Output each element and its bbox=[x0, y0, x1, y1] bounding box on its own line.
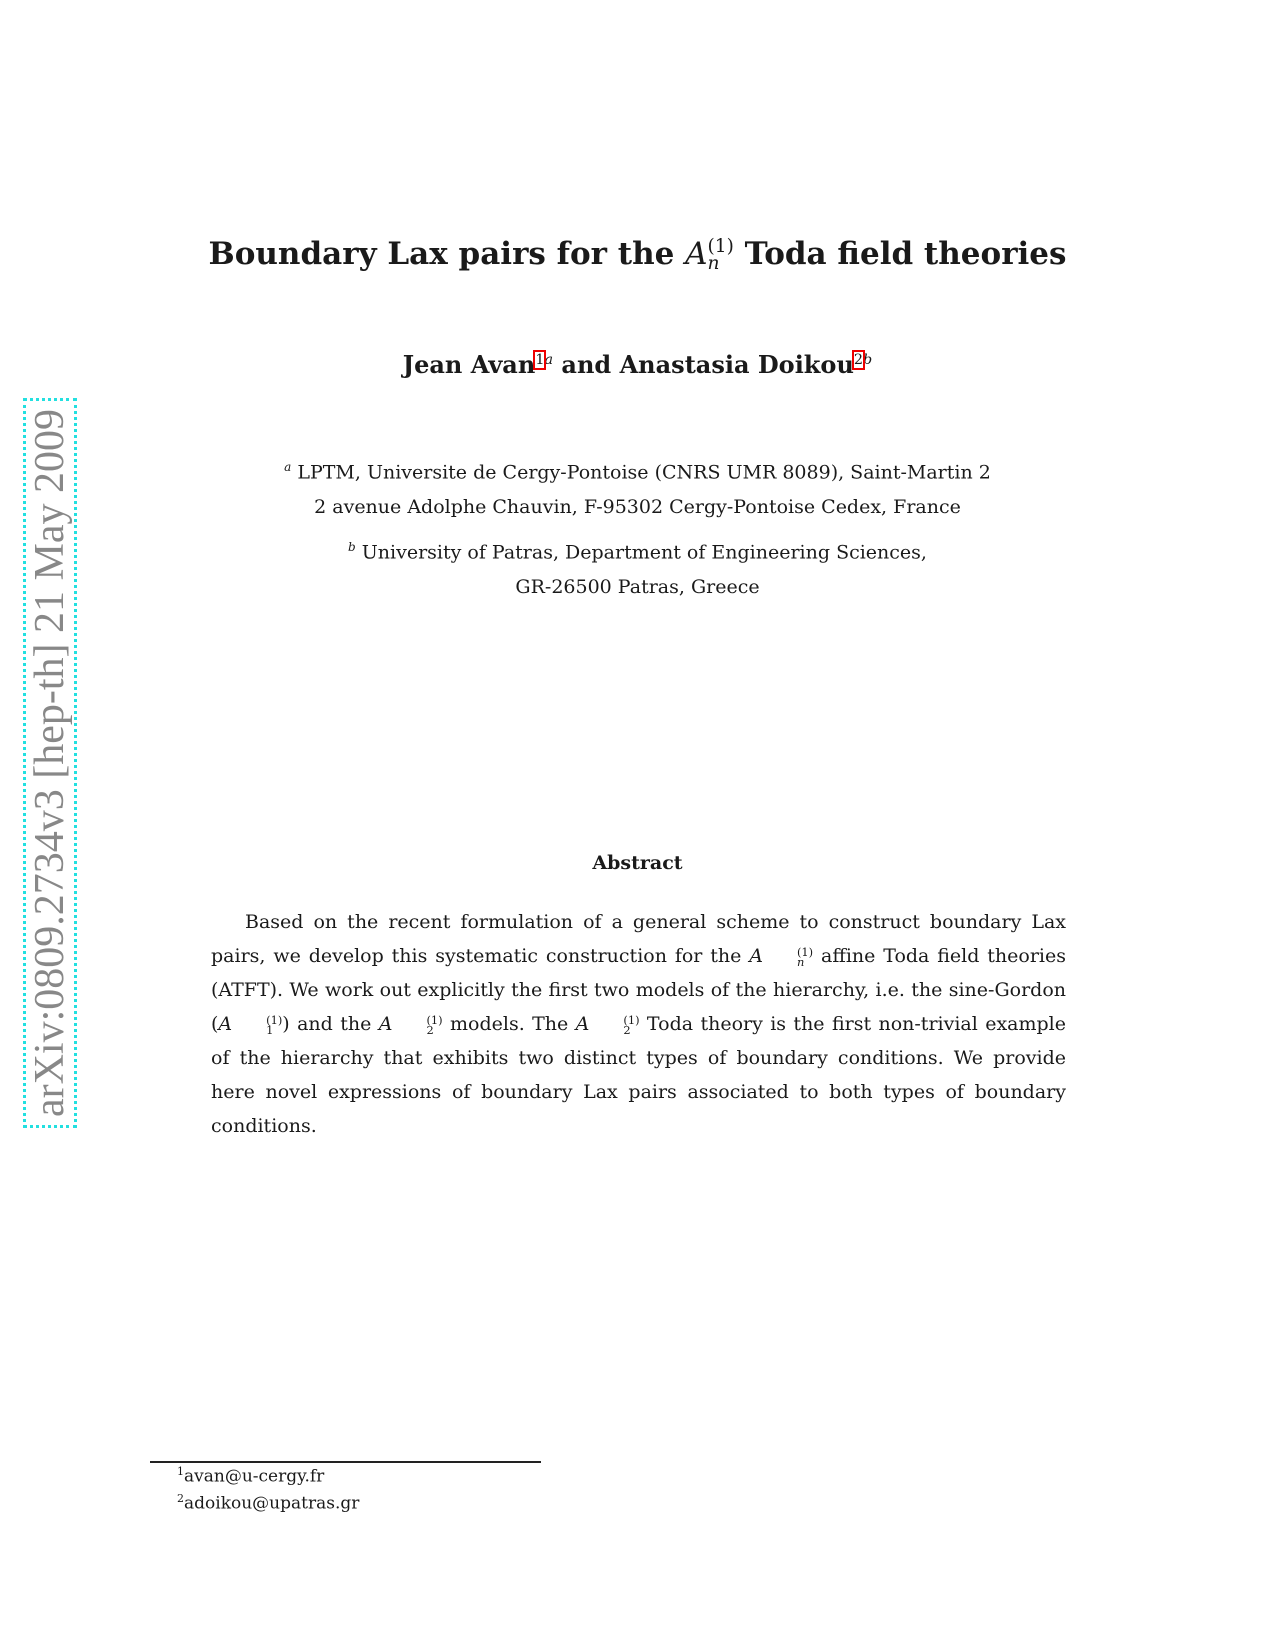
footnote-2 bbox=[177, 1492, 359, 1514]
affiliation-mark: a bbox=[544, 352, 554, 368]
footnote-1 bbox=[177, 1465, 324, 1487]
paper-title bbox=[0, 236, 1275, 272]
title-math-indices bbox=[707, 235, 734, 274]
affiliation-mark: b bbox=[348, 540, 356, 554]
title-text: Boundary Lax pairs for the bbox=[208, 236, 686, 272]
sub: n bbox=[796, 955, 805, 969]
title-text: Toda field theories bbox=[733, 236, 1067, 272]
math-indices bbox=[232, 1012, 283, 1037]
footnote-email[interactable]: adoikou@upatras.gr bbox=[184, 1493, 360, 1514]
authors bbox=[0, 350, 1275, 379]
affiliation-text: University of Patras, Department of Engineering Sciences, bbox=[361, 541, 927, 564]
math: A bbox=[378, 1013, 393, 1035]
affiliation-mark: a bbox=[284, 460, 292, 474]
footnote-mark: 2 bbox=[177, 1492, 184, 1505]
abstract-text: models. The bbox=[442, 1013, 576, 1035]
affiliation-a-line1 bbox=[0, 460, 1275, 483]
abstract-heading: Abstract bbox=[592, 852, 683, 874]
footnote-rule bbox=[150, 1461, 541, 1463]
sup: (1) bbox=[426, 1012, 443, 1027]
abstract-text: ) and the bbox=[282, 1013, 379, 1035]
sub: 2 bbox=[426, 1023, 434, 1037]
sup: (1) bbox=[266, 1012, 283, 1027]
affiliation-mark: b bbox=[863, 352, 873, 368]
sub: n bbox=[707, 252, 720, 274]
abstract-text: Toda theory is the first non-trivial example of the hierarchy that exhibits two distinct types of boundary conditions. We provide here novel expressions of boundary Lax pairs associated to both types of boundary conditions. bbox=[211, 1013, 1066, 1137]
footnote-email[interactable]: avan@u-cergy.fr bbox=[184, 1466, 325, 1487]
author-sep: and bbox=[553, 350, 620, 379]
sup: (1) bbox=[623, 1012, 640, 1027]
math: A bbox=[575, 1013, 590, 1035]
author-name: Anastasia Doikou bbox=[619, 350, 854, 379]
sup: (1) bbox=[796, 944, 814, 959]
footnote-mark: 1 bbox=[177, 1465, 184, 1478]
abstract-text: affine Toda field theories (ATFT). We work out explicitly the first two models of the hierarchy, i.e. the sine-Gordon ( bbox=[211, 945, 1066, 1035]
math-indices bbox=[392, 1012, 443, 1037]
abstract-body bbox=[211, 905, 1066, 1143]
math-indices bbox=[589, 1012, 640, 1037]
math: A bbox=[218, 1013, 233, 1035]
affiliation-a-line2: 2 avenue Adolphe Chauvin, F-95302 Cergy-Pontoise Cedex, France bbox=[314, 496, 961, 518]
math: A bbox=[749, 945, 763, 967]
sub: 2 bbox=[623, 1023, 631, 1037]
affiliation-b-line1 bbox=[0, 540, 1275, 563]
sup: (1) bbox=[707, 235, 734, 257]
footnote-link[interactable]: 1 bbox=[535, 352, 545, 368]
sub: 1 bbox=[266, 1023, 274, 1037]
author-name: Jean Avan bbox=[402, 350, 536, 379]
arxiv-stamp-text: arXiv:0809.2734v3 [hep-th] 21 May 2009 bbox=[27, 408, 73, 1118]
title-math: A bbox=[685, 236, 708, 272]
footnote-link[interactable]: 2 bbox=[853, 352, 864, 368]
affiliation-b-line2: GR-26500 Patras, Greece bbox=[515, 576, 760, 598]
affiliation-text: LPTM, Universite de Cergy-Pontoise (CNRS UMR 8089), Saint-Martin 2 bbox=[297, 461, 991, 484]
math-indices bbox=[763, 944, 814, 969]
abstract-text: Based on the recent formulation of a general scheme to construct boundary Lax pairs, we develop this systematic construction for the bbox=[211, 911, 1066, 967]
